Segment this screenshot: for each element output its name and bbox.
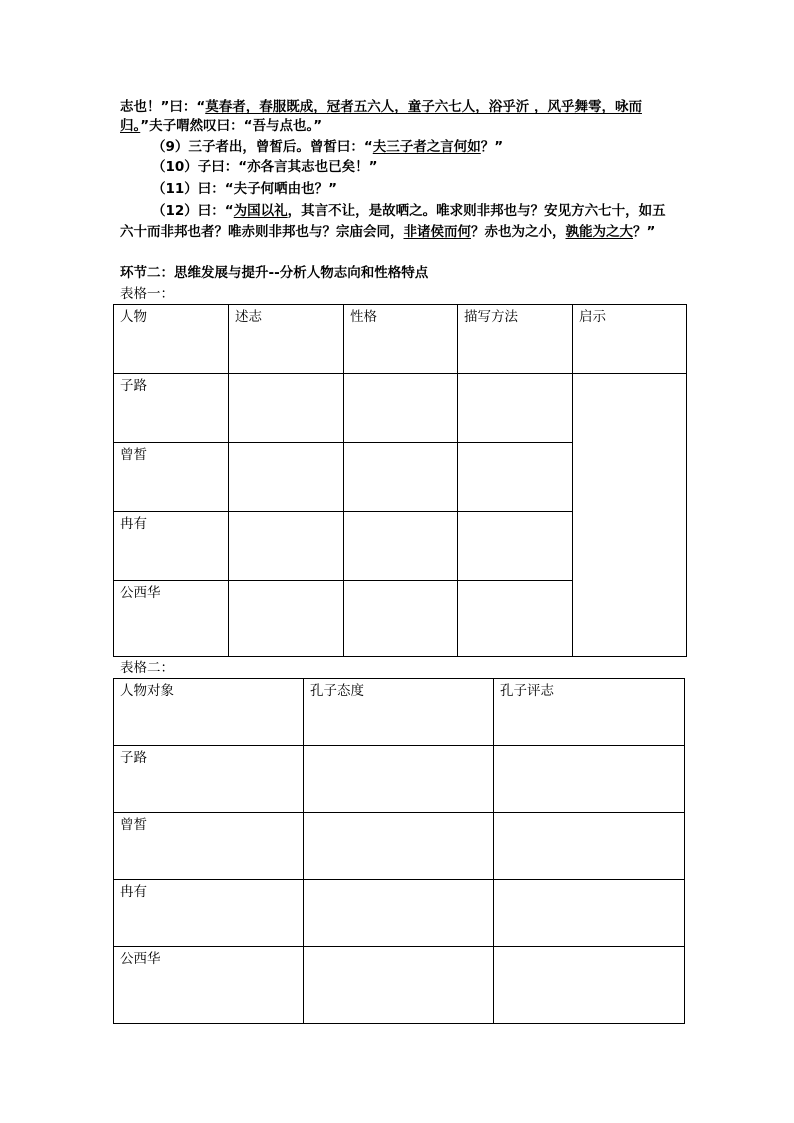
table-cell[interactable] xyxy=(494,813,685,880)
p12-c: ，其言不让，是故哂之。唯求则非邦也与？安见方六七十，如五 xyxy=(287,203,666,219)
table-1-header-cell: 性格 xyxy=(344,305,458,374)
passage-line-2-a: 归。 xyxy=(120,118,141,134)
table-cell[interactable] xyxy=(304,813,494,880)
table-2-header-row xyxy=(114,679,685,746)
passage-paragraph-9 xyxy=(152,138,503,157)
p12b-c: ？赤也为之小， xyxy=(471,224,566,240)
table-cell[interactable] xyxy=(229,374,344,443)
p9-a: （9）三子者出，曾皙后。曾皙曰：“ xyxy=(152,139,373,155)
table-1-header-cell: 述志 xyxy=(229,305,344,374)
table-2-header-cell: 孔子评志 xyxy=(494,679,685,746)
passage-line-1-a: 志也！”曰：“ xyxy=(120,99,206,115)
table-2-person-cell: 曾皙 xyxy=(114,813,304,880)
table-2-person-cell: 子路 xyxy=(114,746,304,813)
passage-line-1-b: 莫春者，春服既成，冠者五六人，童子六七人，浴乎沂 ，风乎舞雩，咏而 xyxy=(205,99,642,115)
table-row xyxy=(114,880,685,947)
table-cell[interactable] xyxy=(458,512,573,581)
table-1-header-cell: 启示 xyxy=(573,305,687,374)
table-1-person-cell: 冉有 xyxy=(114,512,229,581)
table-row xyxy=(114,374,687,443)
p12b-a: 六十而非邦也者？唯赤则非邦也与？宗庙会同， xyxy=(120,224,404,240)
table-cell[interactable] xyxy=(304,880,494,947)
table-cell[interactable] xyxy=(494,746,685,813)
table-2-person-cell: 公西华 xyxy=(114,947,304,1024)
p12b-d: 孰能为之大 xyxy=(565,224,633,240)
table-cell[interactable] xyxy=(344,512,458,581)
table-1-person-cell: 子路 xyxy=(114,374,229,443)
table-1-person-cell: 曾皙 xyxy=(114,443,229,512)
table-1 xyxy=(113,304,687,657)
table-1-header-row xyxy=(114,305,687,374)
passage-paragraph-12-cont xyxy=(120,223,655,242)
table-cell[interactable] xyxy=(458,443,573,512)
passage-line-1 xyxy=(120,98,642,117)
table-2 xyxy=(113,678,685,1024)
p9-c: ？” xyxy=(480,139,504,155)
p12b-b: 非诸侯而何 xyxy=(403,224,471,240)
table-2-header-cell: 孔子态度 xyxy=(304,679,494,746)
table-cell[interactable] xyxy=(304,947,494,1024)
p12-a: （12）曰：“ xyxy=(152,203,234,219)
table-1-header-cell: 描写方法 xyxy=(458,305,573,374)
passage-paragraph-12 xyxy=(152,202,666,221)
table-2-person-cell: 冉有 xyxy=(114,880,304,947)
p12b-e: ？” xyxy=(633,224,656,240)
table-cell[interactable] xyxy=(344,581,458,657)
table-cell[interactable] xyxy=(458,374,573,443)
p9-b: 夫三子者之言何如 xyxy=(372,139,481,155)
passage-paragraph-10: （10）子曰：“亦各言其志也已矣！” xyxy=(152,159,378,175)
table-cell[interactable] xyxy=(229,512,344,581)
p12-b: 为国以礼 xyxy=(233,203,288,219)
table-row xyxy=(114,947,685,1024)
table-cell[interactable] xyxy=(229,443,344,512)
table-row xyxy=(114,746,685,813)
table-2-header-cell: 人物对象 xyxy=(114,679,304,746)
passage-paragraph-11: （11）曰：“夫子何哂由也？” xyxy=(152,181,338,197)
table-1-header-cell: 人物 xyxy=(114,305,229,374)
table-cell[interactable] xyxy=(229,581,344,657)
table-cell[interactable] xyxy=(458,581,573,657)
table-cell[interactable] xyxy=(494,880,685,947)
passage-line-2-b: ”夫子喟然叹曰：“吾与点也。” xyxy=(140,118,323,134)
table-1-person-cell: 公西华 xyxy=(114,581,229,657)
table-cell[interactable] xyxy=(344,443,458,512)
table-cell[interactable] xyxy=(304,746,494,813)
passage-line-2 xyxy=(120,117,322,136)
table-row xyxy=(114,813,685,880)
table-cell[interactable] xyxy=(344,374,458,443)
table-1-label: 表格一： xyxy=(120,286,174,302)
table-cell[interactable] xyxy=(494,947,685,1024)
table-1-insight-cell[interactable] xyxy=(573,374,687,657)
section-2-heading: 环节二：思维发展与提升--分析人物志向和性格特点 xyxy=(120,265,429,281)
table-2-label: 表格二： xyxy=(120,660,174,676)
